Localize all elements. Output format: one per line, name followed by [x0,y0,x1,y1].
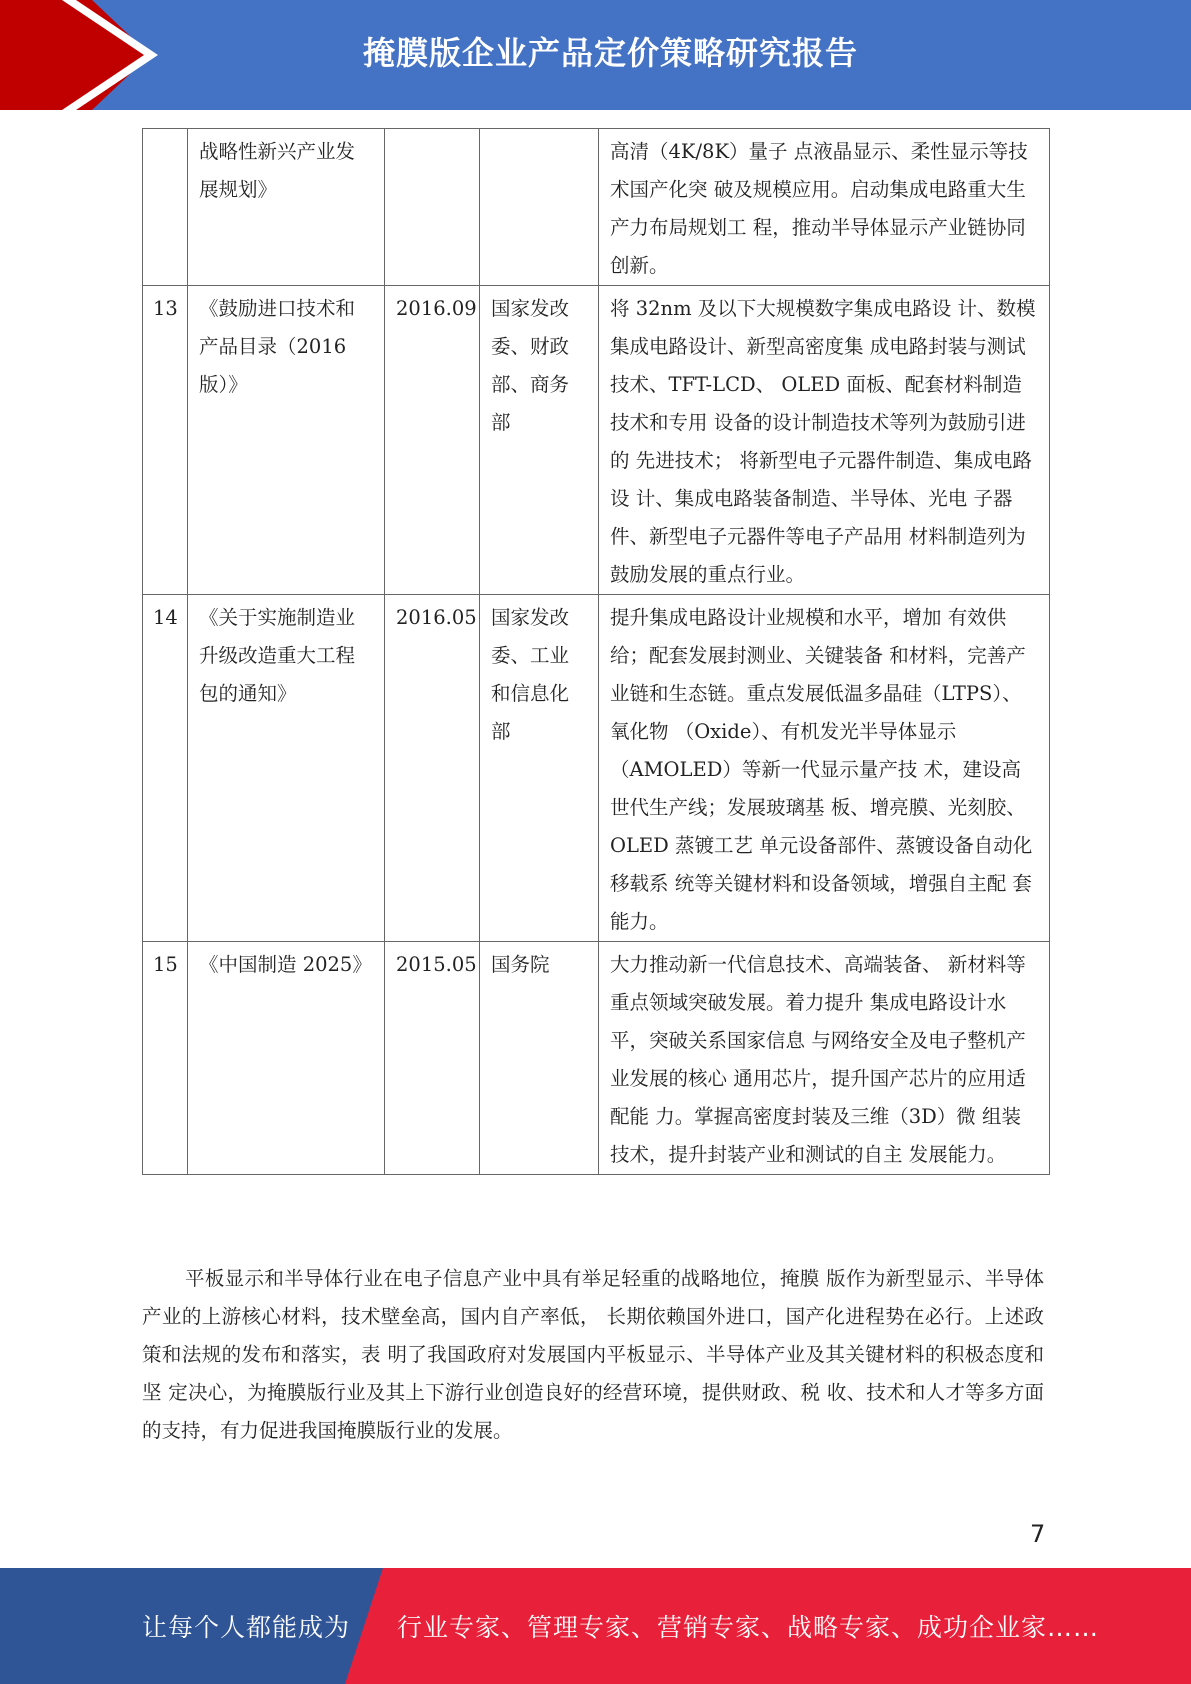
footer-slogan-right: 行业专家、管理专家、营销专家、战略专家、成功企业家…… [397,1613,1100,1642]
policy-content: 高清（4K/8K）量子 点液晶显示、柔性显示等技术国产化突 破及规模应用。启动集成电路重大生产力布局规划工 程，推动半导体显示产业链协同创新。 [599,129,1050,286]
page-footer [0,1568,1191,1684]
row-number: 15 [143,942,188,1175]
page-number: 7 [1030,1520,1046,1548]
page-header [0,0,1191,110]
policy-content: 大力推动新一代信息技术、高端装备、 新材料等重点领域突破发展。着力提升 集成电路设计水平，突破关系国家信息 与网络安全及电子整机产业发展的核心 通用芯片，提升国产芯片的应用适配能 力。掌握高密度封装及三维（3D）微 组装技术，提升封装产业和测试的自主 发展能力。 [599,942,1050,1175]
table-row [143,286,1050,595]
policy-content: 提升集成电路设计业规模和水平，增加 有效供给；配套发展封测业、关键装备 和材料，完善产业链和生态链。重点发展低温多晶硅（LTPS）、氧化物 （Oxide）、有机发光半导体显示 （AMOLED）等新一代显示量产技 术，建设高世代生产线；发展玻璃基 板、增亮膜、光刻胶、OLED 蒸镀工艺 单元设备部件、蒸镀设备自动化移载系 统等关键材料和设备领域，增强自主配 套能力。 [599,595,1050,942]
header-red-arrow-decoration [0,0,150,110]
table-row [143,942,1050,1175]
policy-name: 《鼓励进口技术和产品目录（2016 版）》 [188,286,385,595]
issuing-department: 国家发改委、财政部、商务部 [480,286,599,595]
issue-date [385,129,480,286]
policy-name: 战略性新兴产业发展规划》 [188,129,385,286]
issue-date: 2016.09 [385,286,480,595]
body-paragraph: 平板显示和半导体行业在电子信息产业中具有举足轻重的战略地位，掩膜 版作为新型显示、半导体产业的上游核心材料，技术壁垒高，国内自产率低， 长期依赖国外进口，国产化进程势在必行。上述政策和法规的发布和落实，表 明了我国政府对发展国内平板显示、半导体产业及其关键材料的积极态度和坚 定决心，为掩膜版行业及其上下游行业创造良好的经营环境，提供财政、税 收、技术和人才等多方面的支持，有力促进我国掩膜版行业的发展。 [142,1266,1044,1442]
row-number: 13 [143,286,188,595]
issuing-department: 国家发改委、工业和信息化部 [480,595,599,942]
issue-date: 2015.05 [385,942,480,1175]
issue-date: 2016.05 [385,595,480,942]
table-row [143,129,1050,286]
policy-content: 将 32nm 及以下大规模数字集成电路设 计、数模集成电路设计、新型高密度集 成电路封装与测试技术、TFT-LCD、 OLED 面板、配套材料制造技术和专用 设备的设计制造技术等列为鼓励引进的 先进技术； 将新型电子元器件制造、集成电路设 计、集成电路装备制造、半导体、光电 子器件、新型电子元器件等电子产品用 材料制造列为鼓励发展的重点行业。 [599,286,1050,595]
table-row [143,595,1050,942]
footer-slogan-left: 让每个人都能成为 [142,1613,351,1642]
issuing-department: 国务院 [480,942,599,1175]
policy-table [142,128,1050,1175]
row-number [143,129,188,286]
policy-name: 《关于实施制造业升级改造重大工程包的通知》 [188,595,385,942]
report-title: 掩膜版企业产品定价策略研究报告 [362,34,858,72]
row-number: 14 [143,595,188,942]
issuing-department [480,129,599,286]
policy-name: 《中国制造 2025》 [188,942,385,1175]
